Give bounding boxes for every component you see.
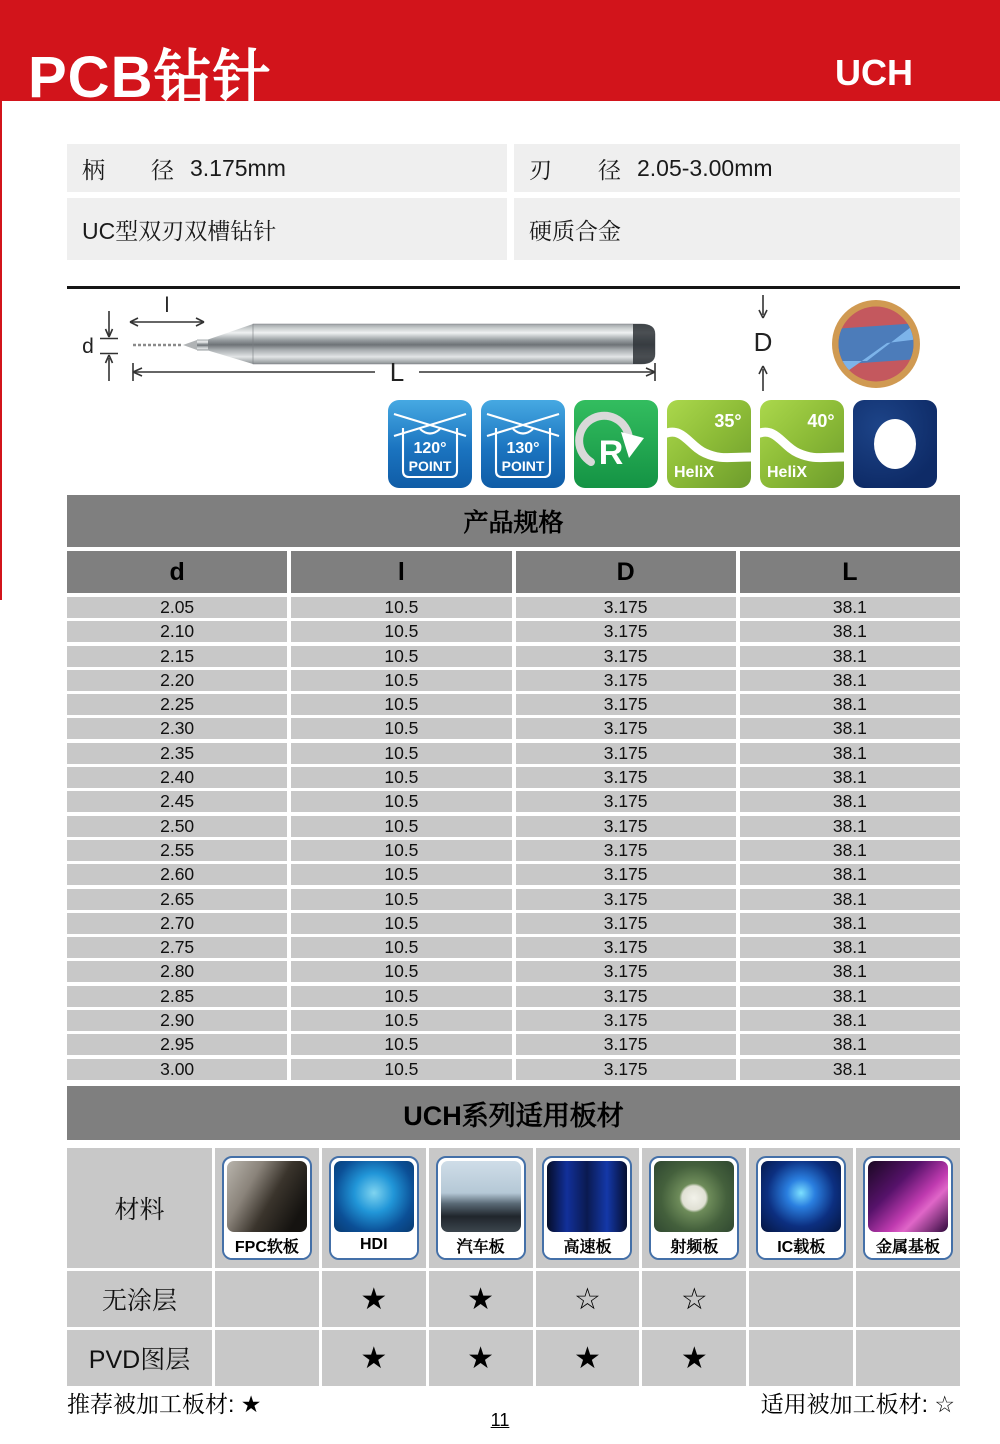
spec-table-cell: 2.10: [67, 621, 287, 642]
blade-diameter-value: 2.05-3.00mm: [637, 154, 773, 181]
spec-table-cell: 3.175: [516, 791, 736, 812]
dim-label-d: d: [82, 335, 94, 358]
spec-table-cell: 10.5: [291, 1010, 511, 1031]
point-angle-130-word: POINT: [501, 458, 545, 474]
spec-table-cell: 2.80: [67, 961, 287, 982]
radius-letter: R: [598, 434, 624, 472]
spec-table-cell: 10.5: [291, 889, 511, 910]
spec-table-cell: 2.20: [67, 670, 287, 691]
rating-star-1-4: ★: [642, 1330, 746, 1386]
spec-table-cell: 2.95: [67, 1034, 287, 1055]
spec-table-row: [67, 767, 960, 788]
spec-table-cell: 10.5: [291, 694, 511, 715]
spec-table-row: [67, 646, 960, 667]
spec-table-row: [67, 961, 960, 982]
spec-summary: [67, 144, 960, 260]
ring-badge: [853, 400, 937, 488]
blade-diameter-label: 刃 径: [529, 156, 621, 183]
spec-table-cell: 38.1: [740, 889, 960, 910]
spec-table-cell: 38.1: [740, 937, 960, 958]
material-label-fpc: FPC软板: [224, 1232, 310, 1258]
spec-table-cell: 38.1: [740, 1010, 960, 1031]
point-angle-130-badge: [481, 400, 565, 488]
spec-table-row: [67, 1059, 960, 1080]
spec-table-title: 产品规格: [67, 495, 960, 547]
spec-table-cell: 10.5: [291, 816, 511, 837]
spec-table-cell: 10.5: [291, 864, 511, 885]
spec-table-row: [67, 597, 960, 618]
spec-table-cell: 3.175: [516, 646, 736, 667]
spec-table-cell: 38.1: [740, 913, 960, 934]
spec-table-cell: 3.175: [516, 670, 736, 691]
spec-table-cell: 3.00: [67, 1059, 287, 1080]
materials-table: [67, 1148, 960, 1386]
page-header: [0, 0, 1000, 110]
spec-table-cell: 38.1: [740, 986, 960, 1007]
shank-diameter-label: 柄 径: [82, 156, 174, 183]
spec-table-cell: 10.5: [291, 597, 511, 618]
col-header-d: d: [67, 551, 287, 593]
spec-table-row: [67, 670, 960, 691]
spec-table-row: [67, 1010, 960, 1031]
rating-star-0-6: [856, 1271, 960, 1327]
shank-diameter-value: 3.175mm: [190, 154, 286, 181]
spec-table-cell: 2.35: [67, 743, 287, 764]
spec-table-cell: 10.5: [291, 743, 511, 764]
rating-star-1-5: [749, 1330, 853, 1386]
spec-table-cell: 38.1: [740, 767, 960, 788]
spec-table-cell: 10.5: [291, 791, 511, 812]
rating-star-0-0: [215, 1271, 319, 1327]
spec-table-row: [67, 743, 960, 764]
left-accent-line: [0, 0, 2, 600]
spec-table-cell: 2.55: [67, 840, 287, 861]
spec-table-cell: 3.175: [516, 1010, 736, 1031]
material-card-hdi: [329, 1156, 419, 1260]
material-image-rf-icon: [654, 1161, 734, 1232]
spec-table-cell: 3.175: [516, 864, 736, 885]
spec-table-cell: 38.1: [740, 694, 960, 715]
spec-table-cell: 2.45: [67, 791, 287, 812]
spec-table-cell: 10.5: [291, 961, 511, 982]
rating-star-1-1: ★: [322, 1330, 426, 1386]
spec-table-cell: 38.1: [740, 1059, 960, 1080]
corner-radius-badge: [574, 400, 658, 488]
spec-table-cell: 10.5: [291, 1059, 511, 1080]
spec-table-cell: 2.05: [67, 597, 287, 618]
spec-table-row: [67, 816, 960, 837]
spec-table-cell: 3.175: [516, 840, 736, 861]
material-cell-auto: [429, 1148, 533, 1268]
spec-table-rows: [67, 597, 960, 1083]
helix-35-word: HeliX: [673, 464, 715, 481]
spec-table-row: [67, 694, 960, 715]
spec-table-cell: 3.175: [516, 1034, 736, 1055]
rating-row-label-0: 无涂层: [67, 1271, 212, 1327]
spec-table-cell: 2.30: [67, 718, 287, 739]
spec-table-cell: 3.175: [516, 986, 736, 1007]
material-label-rf: 射频板: [651, 1232, 737, 1258]
spec-table-cell: 38.1: [740, 621, 960, 642]
spec-table-row: [67, 889, 960, 910]
spec-table-row: [67, 840, 960, 861]
suitable-note: 适用被加工板材: ☆: [760, 1391, 955, 1417]
spec-table-cell: 2.50: [67, 816, 287, 837]
rating-star-0-3: ☆: [536, 1271, 640, 1327]
col-header-L: L: [740, 551, 960, 593]
material-card-highspeed: [542, 1156, 632, 1260]
rating-star-1-6: [856, 1330, 960, 1386]
page-number: 11: [490, 1410, 510, 1430]
spec-table-row: [67, 986, 960, 1007]
spec-table-cell: 38.1: [740, 791, 960, 812]
spec-table-row: [67, 937, 960, 958]
spec-table-cell: 3.175: [516, 767, 736, 788]
spec-table-cell: 10.5: [291, 718, 511, 739]
material-cell-fpc: [215, 1148, 319, 1268]
tool-material-cell: 硬质合金: [514, 198, 960, 260]
material-label-hdi: HDI: [331, 1232, 417, 1258]
material-label-metal: 金属基板: [865, 1232, 951, 1258]
series-code: UCH: [835, 52, 913, 93]
spec-table-cell: 3.175: [516, 597, 736, 618]
material-card-auto: [436, 1156, 526, 1260]
tool-type-cell: UC型双刃双槽钻针: [67, 198, 507, 260]
spec-table-cell: 38.1: [740, 1034, 960, 1055]
material-card-fpc: [222, 1156, 312, 1260]
spec-table-cell: 10.5: [291, 767, 511, 788]
spec-table-cell: 38.1: [740, 718, 960, 739]
spec-table-cell: 3.175: [516, 913, 736, 934]
spec-table-headers: [67, 551, 960, 593]
spec-table-cell: 38.1: [740, 743, 960, 764]
spec-table-cell: 2.40: [67, 767, 287, 788]
spec-table-cell: 3.175: [516, 694, 736, 715]
dim-label-D: D: [753, 327, 773, 357]
spec-table-cell: 3.175: [516, 961, 736, 982]
spec-table-row: [67, 718, 960, 739]
shank-diameter-cell: [67, 144, 507, 192]
blade-diameter-cell: [514, 144, 960, 192]
spec-table-row: [67, 621, 960, 642]
helix-40-word: HeliX: [766, 464, 808, 481]
rating-star-1-0: [215, 1330, 319, 1386]
spec-table-cell: 10.5: [291, 840, 511, 861]
helix-35-angle: 35°: [714, 411, 742, 431]
section-divider-line: [67, 286, 960, 289]
spec-table-cell: 10.5: [291, 670, 511, 691]
material-cell-ic: [749, 1148, 853, 1268]
point-angle-130-value: 130°: [506, 440, 540, 457]
spec-table-cell: 2.70: [67, 913, 287, 934]
spec-table-cell: 3.175: [516, 816, 736, 837]
rating-star-1-2: ★: [429, 1330, 533, 1386]
material-cell-highspeed: [536, 1148, 640, 1268]
material-card-ic: [756, 1156, 846, 1260]
material-cell-metal: [856, 1148, 960, 1268]
spec-table-cell: 38.1: [740, 646, 960, 667]
spec-table-cell: 3.175: [516, 937, 736, 958]
helix-40-badge: [760, 400, 844, 488]
feature-badges: [388, 400, 937, 488]
spec-table-cell: 3.175: [516, 743, 736, 764]
material-label-highspeed: 高速板: [544, 1232, 630, 1258]
rating-row-label-1: PVD图层: [67, 1330, 212, 1386]
rating-star-0-4: ☆: [642, 1271, 746, 1327]
material-card-metal: [863, 1156, 953, 1260]
materials-section-title: UCH系列适用板材: [67, 1086, 960, 1140]
spec-table-cell: 38.1: [740, 840, 960, 861]
spec-table-cell: 2.25: [67, 694, 287, 715]
col-header-l: l: [291, 551, 511, 593]
dim-label-L: L: [389, 357, 405, 387]
col-header-D: D: [516, 551, 736, 593]
material-image-hdi-icon: [334, 1161, 414, 1232]
spec-table-cell: 3.175: [516, 621, 736, 642]
rating-star-0-5: [749, 1271, 853, 1327]
helix-35-badge: [667, 400, 751, 488]
material-card-rf: [649, 1156, 739, 1260]
point-angle-120-word: POINT: [408, 458, 452, 474]
spec-table-cell: 38.1: [740, 816, 960, 837]
spec-table-cell: 2.85: [67, 986, 287, 1007]
spec-table-cell: 2.75: [67, 937, 287, 958]
rating-star-1-3: ★: [536, 1330, 640, 1386]
material-image-metal-icon: [868, 1161, 948, 1232]
cross-section-icon: [831, 299, 921, 389]
spec-table-cell: 2.15: [67, 646, 287, 667]
page-title: PCB钻针: [28, 45, 272, 110]
spec-table-cell: 38.1: [740, 670, 960, 691]
spec-table-cell: 10.5: [291, 621, 511, 642]
dim-label-l: l: [164, 294, 170, 317]
helix-40-angle: 40°: [807, 411, 835, 431]
spec-table-cell: 2.90: [67, 1010, 287, 1031]
spec-table-cell: 10.5: [291, 646, 511, 667]
spec-table-cell: 10.5: [291, 1034, 511, 1055]
rating-star-0-2: ★: [429, 1271, 533, 1327]
spec-table-row: [67, 913, 960, 934]
spec-table-cell: 2.65: [67, 889, 287, 910]
material-label-ic: IC载板: [758, 1232, 844, 1258]
rating-star-0-1: ★: [322, 1271, 426, 1327]
spec-table-cell: 2.60: [67, 864, 287, 885]
recommended-note: 推荐被加工板材: ★: [67, 1391, 262, 1417]
material-cell-rf: [642, 1148, 746, 1268]
material-image-fpc-icon: [227, 1161, 307, 1232]
materials-row-label: 材料: [67, 1148, 212, 1268]
drill-diagram: [67, 293, 780, 395]
spec-table-cell: 3.175: [516, 889, 736, 910]
material-cell-hdi: [322, 1148, 426, 1268]
point-angle-120-value: 120°: [413, 440, 447, 457]
spec-table-row: [67, 791, 960, 812]
spec-table-row: [67, 1034, 960, 1055]
spec-table-cell: 10.5: [291, 913, 511, 934]
point-angle-120-badge: [388, 400, 472, 488]
material-image-auto-icon: [441, 1161, 521, 1232]
spec-table-cell: 10.5: [291, 937, 511, 958]
spec-table-cell: 38.1: [740, 597, 960, 618]
material-image-ic-icon: [761, 1161, 841, 1232]
material-image-highspeed-icon: [547, 1161, 627, 1232]
spec-table-row: [67, 864, 960, 885]
material-label-auto: 汽车板: [438, 1232, 524, 1258]
spec-table-cell: 3.175: [516, 1059, 736, 1080]
spec-table-cell: 38.1: [740, 961, 960, 982]
spec-table-cell: 10.5: [291, 986, 511, 1007]
spec-table-cell: 38.1: [740, 864, 960, 885]
spec-table-cell: 3.175: [516, 718, 736, 739]
